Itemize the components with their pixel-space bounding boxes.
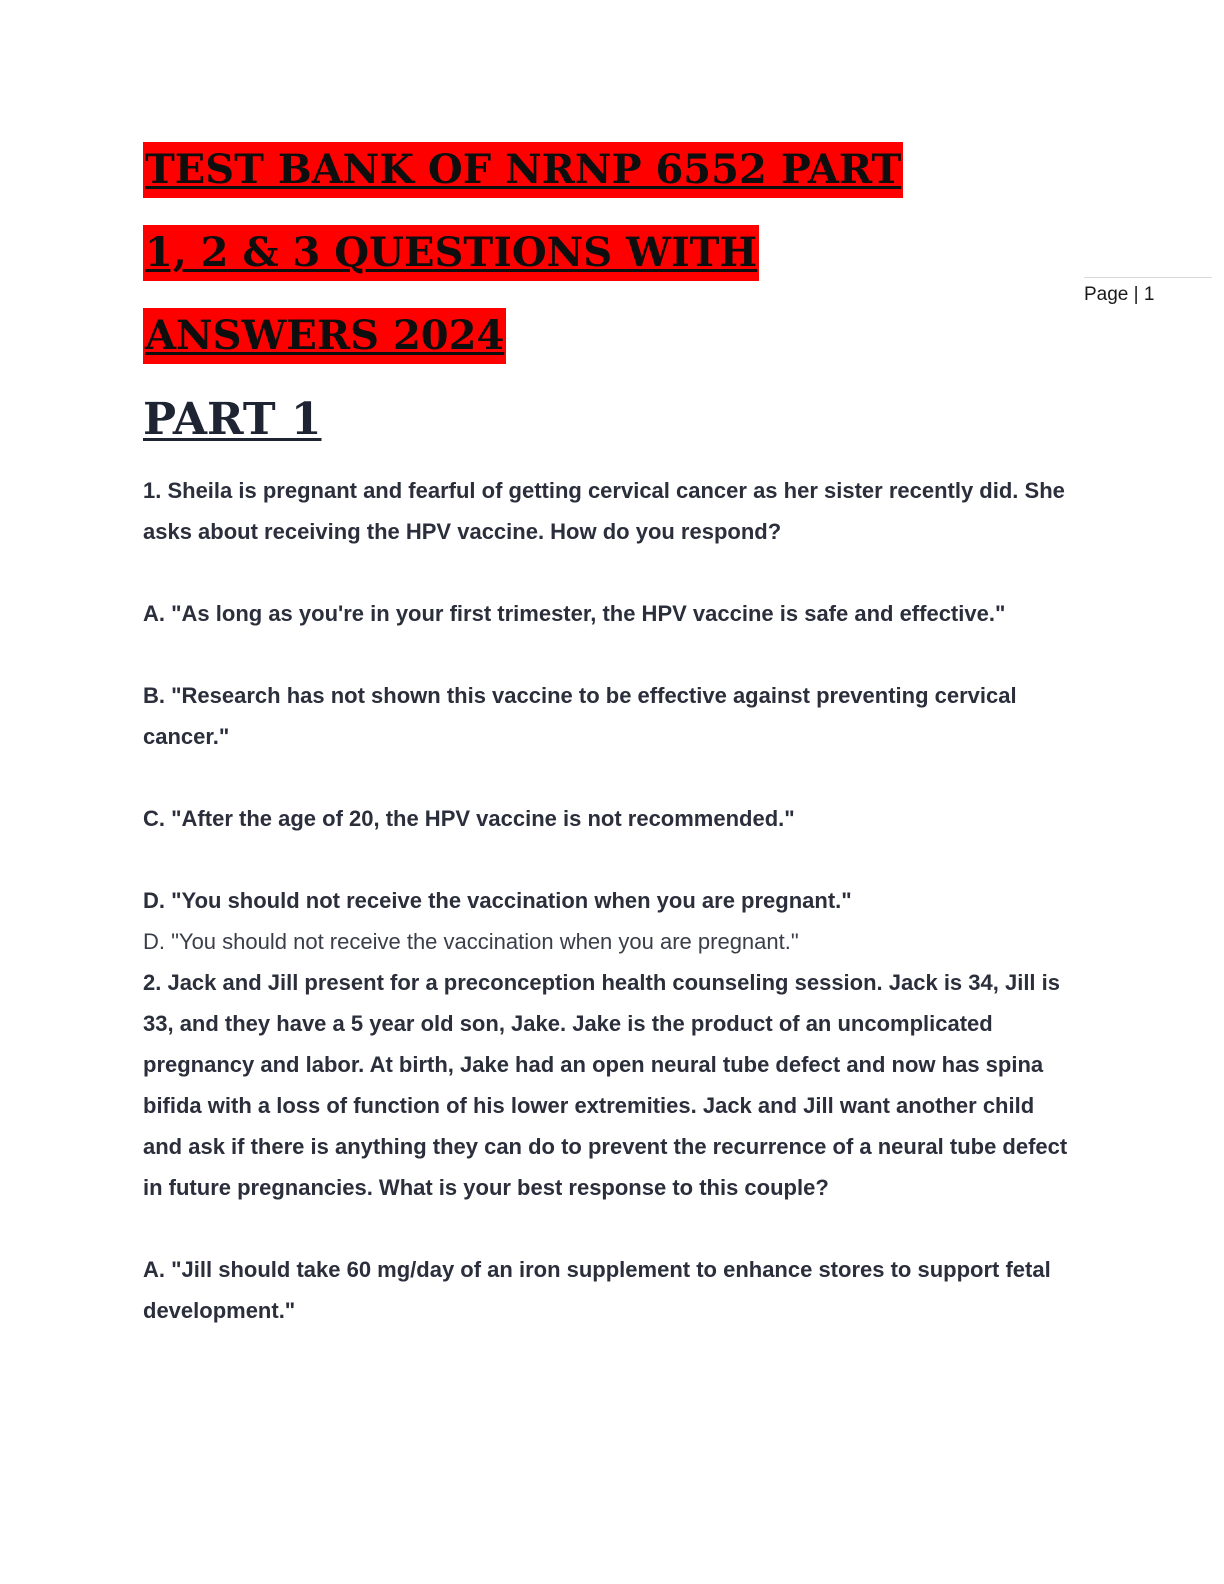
title-line-2: 1, 2 & 3 QUESTIONS WITH <box>143 225 759 281</box>
title-line-1: TEST BANK OF NRNP 6552 PART <box>143 142 903 198</box>
question-1-text: 1. Sheila is pregnant and fearful of getting cervical cancer as her sister recently did. She asks about receiving the HPV vaccine. How do you respond? <box>143 478 1065 544</box>
document-title <box>143 142 903 391</box>
question-1-option-d: D. "You should not receive the vaccination when you are pregnant." <box>143 888 852 913</box>
question-1-option-c: C. "After the age of 20, the HPV vaccine is not recommended." <box>143 806 795 831</box>
question-list <box>143 470 1078 1331</box>
title-line-3: ANSWERS 2024 <box>143 308 506 364</box>
question-1-option-b: B. "Research has not shown this vaccine to be effective against preventing cervical cancer." <box>143 683 1017 749</box>
section-heading: PART 1 <box>143 394 322 445</box>
page-number-divider <box>1084 277 1212 278</box>
question-2-option-a: A. "Jill should take 60 mg/day of an iron supplement to enhance stores to support fetal development." <box>143 1257 1051 1323</box>
page-number: Page | 1 <box>1084 284 1155 305</box>
question-1-option-a: A. "As long as you're in your first trimester, the HPV vaccine is safe and effective." <box>143 601 1006 626</box>
question-1-answer: D. "You should not receive the vaccination when you are pregnant." <box>143 929 799 954</box>
question-2-text: 2. Jack and Jill present for a preconception health counseling session. Jack is 34, Jill is 33, and they have a 5 year old son, Jake. Jake is the product of an uncomplicated pregnancy and labor. At birth, Jake had an open neural tube defect and now has spina bifida with a loss of function of his lower extremities. Jack and Jill want another child and ask if there is anything they can do to prevent the recurrence of a neural tube defect in future pregnancies. What is your best response to this couple? <box>143 970 1068 1200</box>
